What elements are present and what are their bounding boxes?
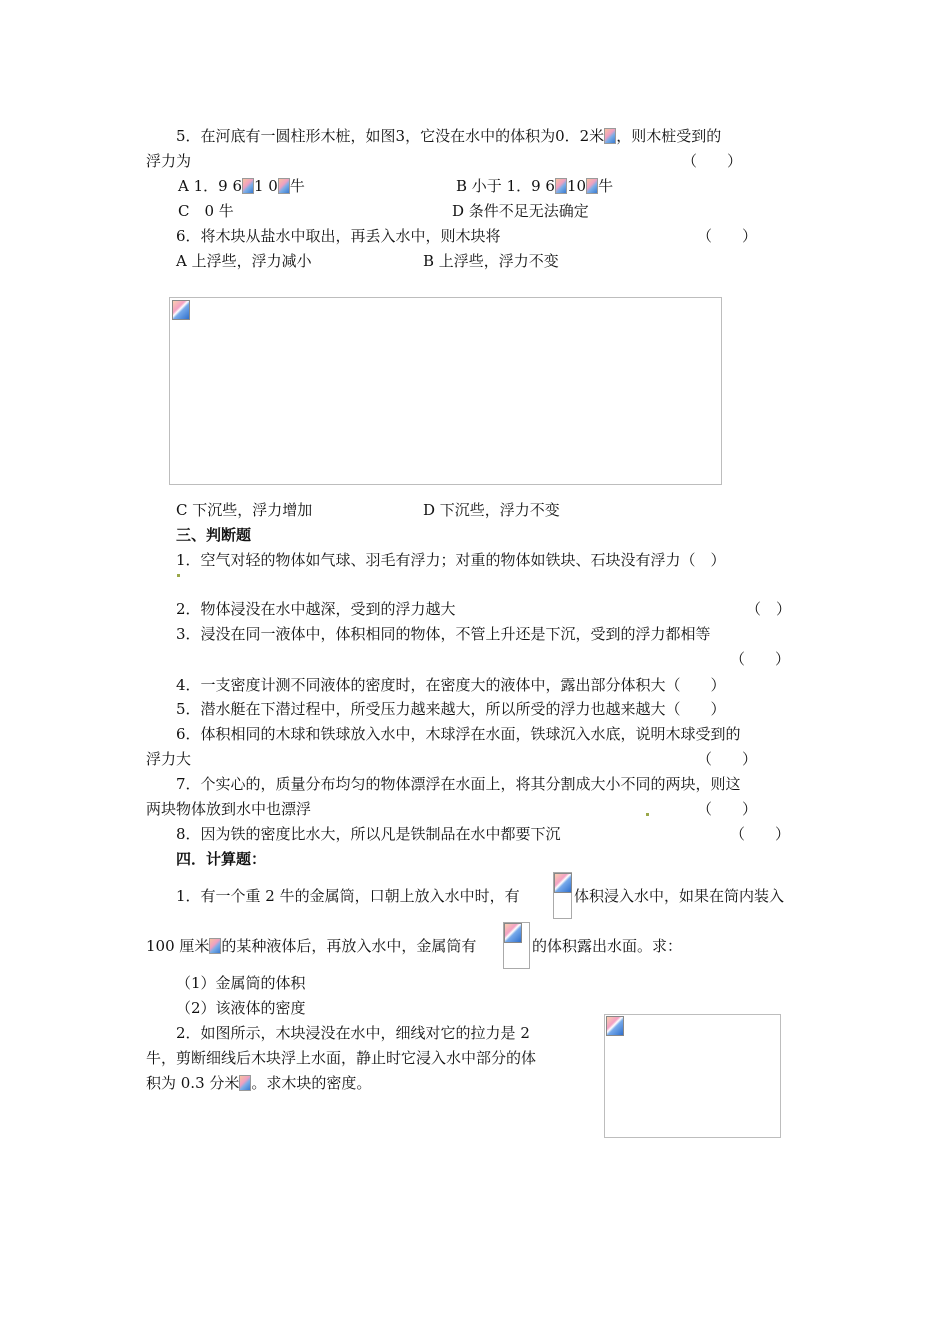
calc-q1-line2: 100 厘米 的某种液体后，再放入水中，金属筒有 [146, 937, 477, 955]
judge-item-8: 8．因为铁的密度比水大，所以凡是铁制品在水中都要下沉 [176, 825, 561, 843]
q6-text: 6．将木块从盐水中取出，再丢入水中，则木块将 [176, 227, 501, 245]
cubic-image-icon [209, 938, 221, 954]
judge-item-8-paren: （ ） [730, 825, 791, 843]
q5-line1: 5．在河底有一圆柱形木桩，如图3，它没在水中的体积为0．2米 ，则木桩受到的 [176, 127, 722, 145]
q5-option-d: D 条件不足无法确定 [452, 202, 589, 220]
q6-option-d: D 下沉些，浮力不变 [423, 501, 560, 519]
q5-paren: （ ） [682, 152, 743, 170]
judge-item-7-line2: 两块物体放到水中也漂浮 [146, 800, 312, 818]
calc-q1-line2c: 的体积露出水面。求： [532, 937, 683, 955]
section4-title: 四．计算题： [176, 850, 267, 868]
calc-q2-line3: 积为 0.3 分米 。求木块的密度。 [146, 1074, 372, 1092]
figure-placeholder [169, 297, 722, 485]
q6-option-c: C 下沉些，浮力增加 [176, 501, 313, 519]
section3-title: 三、判断题 [176, 526, 252, 544]
fraction-image-box [503, 922, 530, 969]
fraction-image-icon [554, 873, 572, 893]
superscript-image-icon [604, 128, 616, 144]
q5-option-b: B 小于 1．9 6 10 牛 [456, 177, 614, 195]
judge-item-7-paren: （ ） [697, 800, 758, 818]
calc-q1-sub1: （1）金属筒的体积 [176, 974, 306, 992]
judge-item-3: 3．浸没在同一液体中，体积相同的物体，不管上升还是下沉，受到的浮力都相等 [176, 625, 711, 643]
judge-item-4: 4．一支密度计测不同液体的密度时，在密度大的液体中，露出部分体积大（ ） [176, 676, 726, 694]
cubic-image-icon [239, 1075, 251, 1091]
fraction-image-box [553, 872, 572, 919]
calc-q1-line1a: 1．有一个重 2 牛的金属筒，口朝上放入水中时，有 [176, 887, 520, 905]
exponent-image-icon [278, 178, 290, 194]
q6-paren: （ ） [697, 227, 758, 245]
stray-mark [177, 574, 180, 577]
judge-item-6: 6．体积相同的木球和铁球放入水中，木球浮在水面，铁球沉入水底，说明木球受到的 [176, 725, 741, 743]
q6-option-b: B 上浮些，浮力不变 [423, 252, 559, 270]
judge-item-2-paren: （ ） [746, 600, 792, 618]
judge-item-7: 7．个实心的，质量分布均匀的物体漂浮在水面上，将其分割成大小不同的两块，则这 [176, 775, 741, 793]
q5-option-a: A 1．9 6 1 0 牛 [178, 177, 305, 195]
judge-item-5: 5．潜水艇在下潜过程中，所受压力越来越大，所以所受的浮力也越来越大（ ） [176, 700, 726, 718]
q5-option-c: C 0 牛 [178, 202, 234, 220]
multiply-image-icon [555, 178, 567, 194]
broken-image-icon [172, 300, 190, 320]
figure-placeholder [604, 1014, 781, 1138]
stray-mark [646, 813, 649, 816]
judge-item-6-paren: （ ） [697, 750, 758, 768]
judge-item-3-paren: （ ） [730, 650, 791, 668]
calc-q1-line1b: 体积浸入水中，如果在筒内装入 [574, 887, 785, 905]
broken-image-icon [606, 1016, 624, 1036]
judge-item-2: 2．物体浸没在水中越深，受到的浮力越大 [176, 600, 456, 618]
judge-item-1: 1．空气对轻的物体如气球、羽毛有浮力；对重的物体如铁块、石块没有浮力（ ） [176, 551, 726, 569]
q6-option-a: A 上浮些，浮力减小 [176, 252, 312, 270]
multiply-image-icon [242, 178, 254, 194]
q5-line2: 浮力为 [146, 152, 192, 170]
exponent-image-icon [586, 178, 598, 194]
calc-q1-sub2: （2）该液体的密度 [176, 999, 306, 1017]
judge-item-6-line2: 浮力大 [146, 750, 192, 768]
fraction-image-icon [504, 923, 522, 943]
calc-q2-line2: 牛，剪断细线后木块浮上水面，静止时它浸入水中部分的体 [146, 1049, 537, 1067]
calc-q2-line1: 2．如图所示，木块浸没在水中，细线对它的拉力是 2 [176, 1024, 530, 1042]
